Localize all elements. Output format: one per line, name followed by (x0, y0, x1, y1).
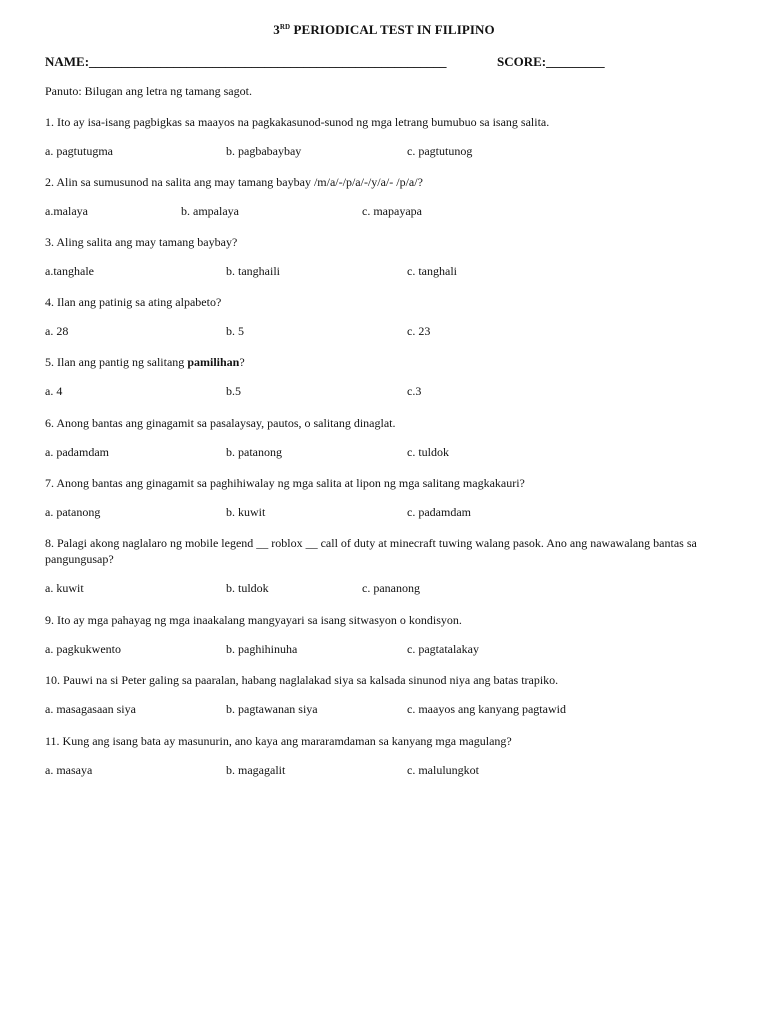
question-1: 1. Ito ay isa-isang pagbigkas sa maayos na pagkakasunod-sunod ng mga letrang bumubuo sa isang salita. (45, 115, 550, 129)
q7-choice-c[interactable]: c. padamdam (407, 505, 471, 519)
score-field[interactable]: SCORE:_________ (497, 54, 605, 69)
q3-choice-b[interactable]: b. tanghaili (226, 264, 280, 278)
question-11: 11. Kung ang isang bata ay masunurin, ano kaya ang mararamdaman sa kanyang mga magulang? (45, 734, 512, 748)
q9-choice-a[interactable]: a. pagkukwento (45, 642, 121, 656)
q1-choice-c[interactable]: c. pagtutunog (407, 144, 473, 158)
q10-choice-b[interactable]: b. pagtawanan siya (226, 702, 318, 716)
emphasized-word: pamilihan (187, 355, 240, 369)
q4-choice-c[interactable]: c. 23 (407, 324, 431, 338)
q8-choice-c[interactable]: c. pananong (362, 581, 420, 595)
q2-choice-c[interactable]: c. mapayapa (362, 204, 422, 218)
question-10: 10. Pauwi na si Peter galing sa paaralan, habang naglalakad siya sa kalsada sinunod niya ang batas trapiko. (45, 673, 559, 687)
q9-choice-c[interactable]: c. pagtatalakay (407, 642, 479, 656)
q3-choice-c[interactable]: c. tanghali (407, 264, 457, 278)
q8-choice-a[interactable]: a. kuwit (45, 581, 84, 595)
q3-choice-a[interactable]: a.tanghale (45, 264, 94, 278)
q7-choice-a[interactable]: a. patanong (45, 505, 101, 519)
question-6: 6. Anong bantas ang ginagamit sa pasalaysay, pautos, o salitang dinaglat. (45, 416, 396, 430)
q1-choice-a[interactable]: a. pagtutugma (45, 144, 113, 158)
q8-choice-b[interactable]: b. tuldok (226, 581, 269, 595)
question-5: 5. Ilan ang pantig ng salitang pamilihan? (45, 355, 245, 369)
q6-choice-a[interactable]: a. padamdam (45, 445, 109, 459)
question-7: 7. Anong bantas ang ginagamit sa paghihiwalay ng mga salita at lipon ng mga salitang magkakauri? (45, 476, 525, 490)
q2-choice-b[interactable]: b. ampalaya (181, 204, 239, 218)
question-8: 8. Palagi akong naglalaro ng mobile legend __ roblox __ call of duty at minecraft tuwing walang pasok. Ano ang nawawalang bantas sa pangungusap? (45, 536, 697, 566)
q10-choice-c[interactable]: c. maayos ang kanyang pagtawid (407, 702, 566, 716)
test-title: 3RD PERIODICAL TEST IN FILIPINO (273, 22, 495, 37)
question-2: 2. Alin sa sumusunod na salita ang may tamang baybay /m/a/-/p/a/-/y/a/- /p/a/? (45, 175, 423, 189)
q7-choice-b[interactable]: b. kuwit (226, 505, 266, 519)
name-score-row (45, 54, 665, 70)
q9-choice-b[interactable]: b. paghihinuha (226, 642, 298, 656)
question-4: 4. Ilan ang patinig sa ating alpabeto? (45, 295, 222, 309)
q6-choice-b[interactable]: b. patanong (226, 445, 282, 459)
q5-choice-b[interactable]: b.5 (226, 384, 241, 398)
q11-choice-b[interactable]: b. magagalit (226, 763, 286, 777)
q5-choice-c[interactable]: c.3 (407, 384, 422, 398)
q11-choice-c[interactable]: c. malulungkot (407, 763, 479, 777)
question-9: 9. Ito ay mga pahayag ng mga inaakalang mangyayari sa isang sitwasyon o kondisyon. (45, 613, 462, 627)
q6-choice-c[interactable]: c. tuldok (407, 445, 449, 459)
q11-choice-a[interactable]: a. masaya (45, 763, 93, 777)
q4-choice-b[interactable]: b. 5 (226, 324, 244, 338)
question-3: 3. Aling salita ang may tamang baybay? (45, 235, 238, 249)
q4-choice-a[interactable]: a. 28 (45, 324, 69, 338)
name-field[interactable]: NAME:_______________________________________________________ (45, 54, 447, 69)
q5-choice-a[interactable]: a. 4 (45, 384, 63, 398)
instructions: Panuto: Bilugan ang letra ng tamang sagot. (45, 84, 252, 98)
q1-choice-b[interactable]: b. pagbabaybay (226, 144, 302, 158)
q10-choice-a[interactable]: a. masagasaan siya (45, 702, 136, 716)
q2-choice-a[interactable]: a.malaya (45, 204, 88, 218)
